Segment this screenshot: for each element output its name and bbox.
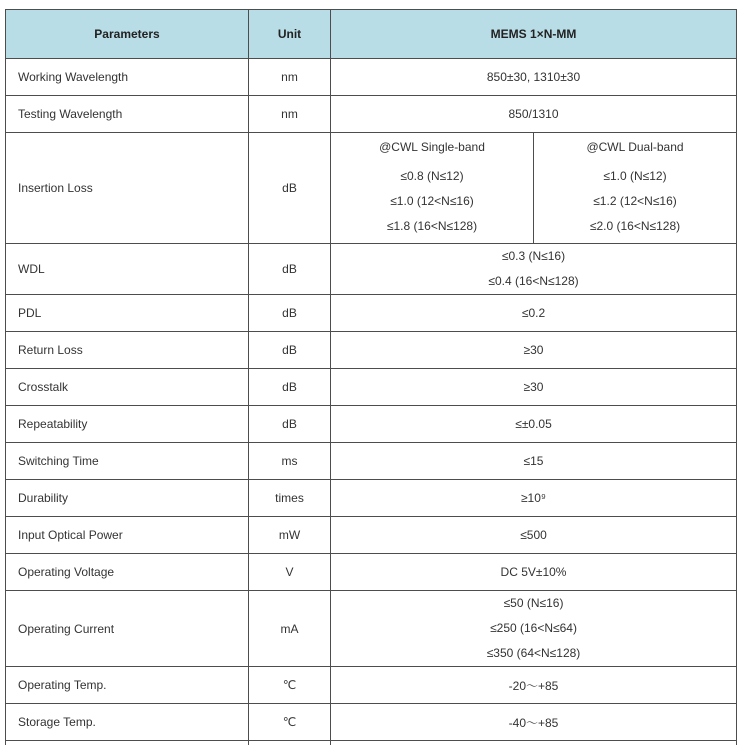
unit-value: dB xyxy=(249,133,331,244)
dual-band-line: ≤1.2 (12<N≤16) xyxy=(593,194,677,208)
row-operating-current xyxy=(6,591,737,667)
header-row xyxy=(6,10,737,59)
current-line: ≤50 (N≤16) xyxy=(503,596,564,610)
spec-value xyxy=(331,244,737,295)
current-line: ≤350 (64<N≤128) xyxy=(486,646,581,660)
row-wdl xyxy=(6,244,737,295)
row-input-optical-power xyxy=(6,517,737,554)
unit-value: nm xyxy=(249,96,331,133)
spec-value: 850/1310 xyxy=(331,96,737,133)
unit-value: dB xyxy=(249,406,331,443)
single-band-line: ≤1.0 (12<N≤16) xyxy=(390,194,474,208)
param-label: Testing Wavelength xyxy=(6,96,249,133)
param-label: Switching Time xyxy=(6,443,249,480)
single-band-title: @CWL Single-band xyxy=(379,140,485,154)
param-label: Insertion Loss xyxy=(6,133,249,244)
row-operating-voltage xyxy=(6,554,737,591)
param-label: PDL xyxy=(6,295,249,332)
spec-value: DC 5V±10% xyxy=(331,554,737,591)
spec-value: ≥30 xyxy=(331,369,737,406)
continuation-cell xyxy=(6,741,249,745)
param-label: Input Optical Power xyxy=(6,517,249,554)
unit-value: dB xyxy=(249,369,331,406)
unit-value: mA xyxy=(249,591,331,667)
spec-value: ≤500 xyxy=(331,517,737,554)
unit-value: dB xyxy=(249,244,331,295)
param-label: Repeatability xyxy=(6,406,249,443)
unit-value: ℃ xyxy=(249,704,331,741)
spec-value: ≥30 xyxy=(331,332,737,369)
spec-value: -40～+85 xyxy=(331,704,737,741)
dual-band-line: ≤1.0 (N≤12) xyxy=(603,169,667,183)
spec-value: -20～+85 xyxy=(331,667,737,704)
param-label: WDL xyxy=(6,244,249,295)
param-label: Crosstalk xyxy=(6,369,249,406)
wdl-line: ≤0.4 (16<N≤128) xyxy=(488,274,579,288)
unit-value: nm xyxy=(249,59,331,96)
unit-value: dB xyxy=(249,332,331,369)
unit-value: mW xyxy=(249,517,331,554)
row-switching-time xyxy=(6,443,737,480)
row-storage-temp xyxy=(6,704,737,741)
single-band-line: ≤0.8 (N≤12) xyxy=(400,169,464,183)
row-testing-wavelength xyxy=(6,96,737,133)
spec-value: 850±30, 1310±30 xyxy=(331,59,737,96)
spec-value: ≤0.2 xyxy=(331,295,737,332)
spec-value: ≤±0.05 xyxy=(331,406,737,443)
continuation-cell xyxy=(249,741,331,745)
param-label: Operating Current xyxy=(6,591,249,667)
dual-band-line: ≤2.0 (16<N≤128) xyxy=(589,219,681,233)
row-working-wavelength xyxy=(6,59,737,96)
row-repeatability xyxy=(6,406,737,443)
spec-value xyxy=(331,591,737,667)
row-crosstalk xyxy=(6,369,737,406)
insertion-loss-dual-band xyxy=(534,133,737,244)
unit-value: times xyxy=(249,480,331,517)
insertion-loss-single-band xyxy=(331,133,534,244)
single-band-line: ≤1.8 (16<N≤128) xyxy=(386,219,478,233)
param-label: Storage Temp. xyxy=(6,704,249,741)
continuation-cell xyxy=(331,741,737,745)
row-operating-temp xyxy=(6,667,737,704)
unit-value: V xyxy=(249,554,331,591)
param-label: Durability xyxy=(6,480,249,517)
unit-value: dB xyxy=(249,295,331,332)
param-label: Working Wavelength xyxy=(6,59,249,96)
header-parameters: Parameters xyxy=(6,10,249,59)
row-durability xyxy=(6,480,737,517)
unit-value: ms xyxy=(249,443,331,480)
header-unit: Unit xyxy=(249,10,331,59)
param-label: Operating Voltage xyxy=(6,554,249,591)
row-insertion-loss xyxy=(6,133,737,244)
row-return-loss xyxy=(6,332,737,369)
spec-value: ≥10⁹ xyxy=(331,480,737,517)
unit-value: ℃ xyxy=(249,667,331,704)
param-label: Return Loss xyxy=(6,332,249,369)
header-model: MEMS 1×N-MM xyxy=(331,10,737,59)
row-pdl xyxy=(6,295,737,332)
current-line: ≤250 (16<N≤64) xyxy=(490,621,577,635)
table-continuation xyxy=(6,741,737,745)
param-label: Operating Temp. xyxy=(6,667,249,704)
wdl-line: ≤0.3 (N≤16) xyxy=(501,249,566,263)
spec-value: ≤15 xyxy=(331,443,737,480)
spec-table xyxy=(5,9,737,745)
dual-band-title: @CWL Dual-band xyxy=(586,140,684,154)
